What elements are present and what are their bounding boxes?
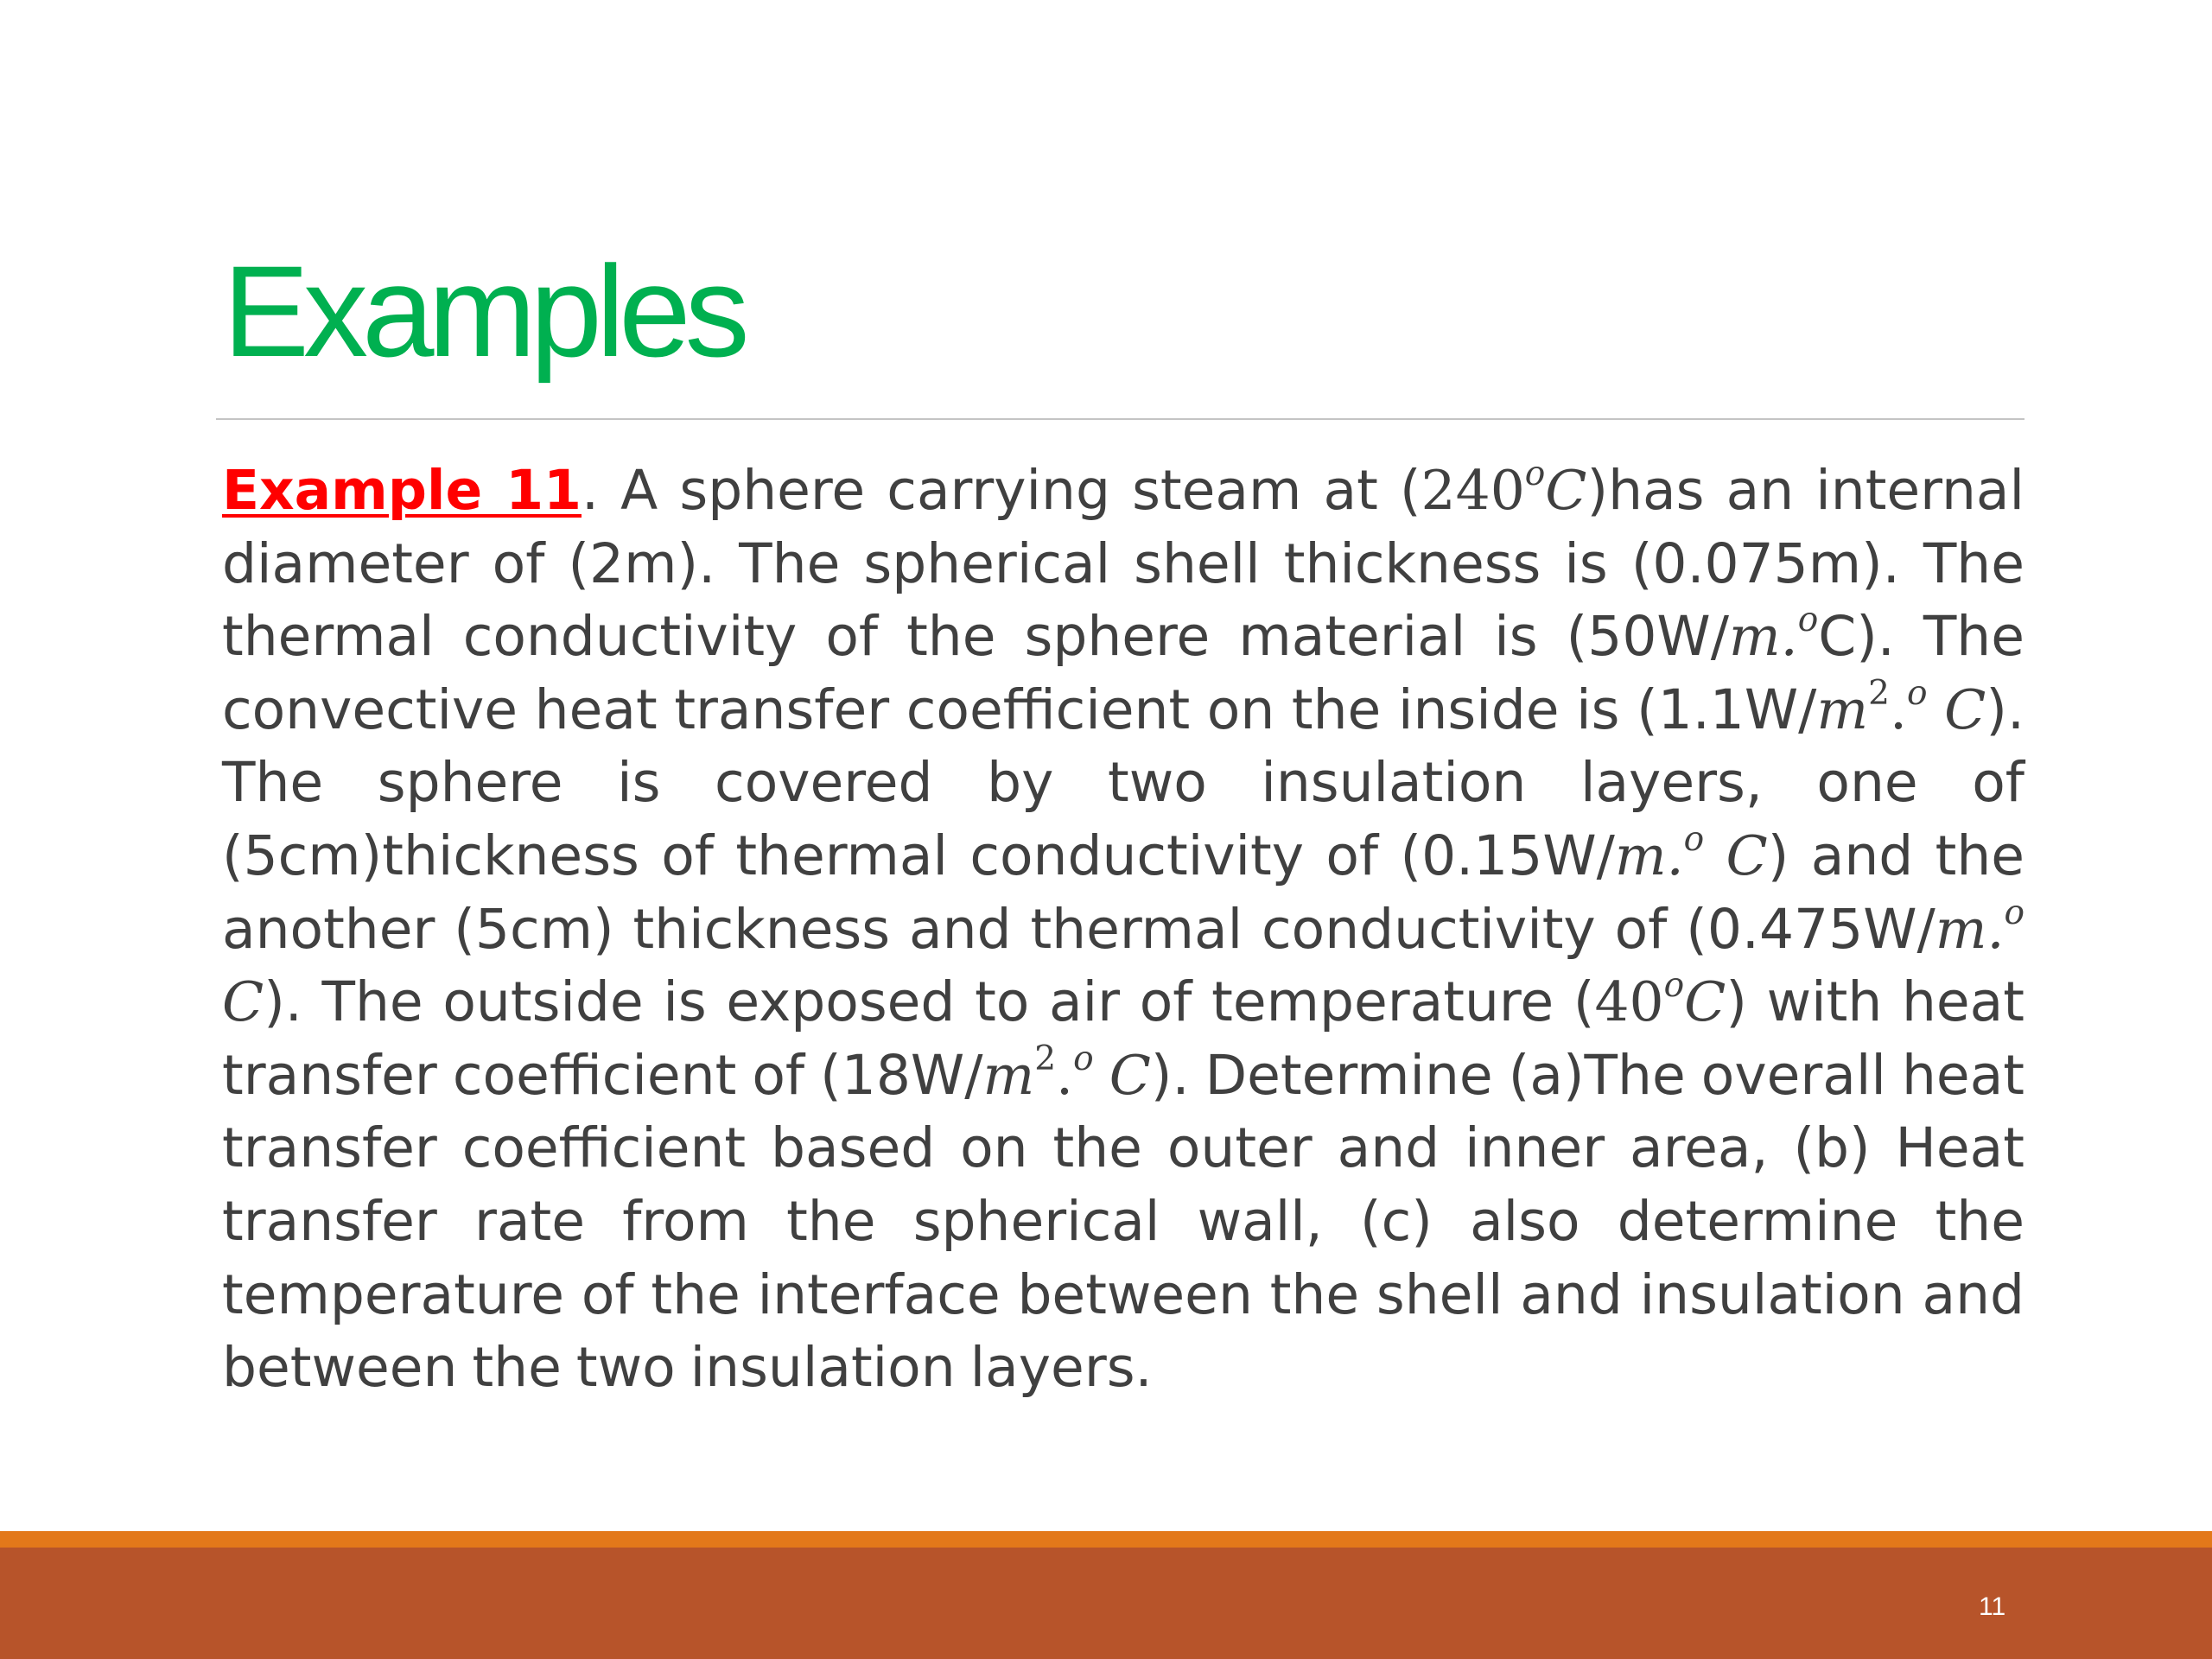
text-run: . A sphere carrying steam at ( [581, 459, 1421, 522]
example-label: Example 11 [222, 459, 582, 522]
text-run: ). Determine (a)The overall heat transfer coefficient based on the outer and inner area, (b) Heat transfer rate from the spherical wall, (c) also determine the temperature of the interface between the shell and insulation and between the two insulation layers. [222, 1043, 2024, 1400]
math-unit-shell: m.$^o$ [1728, 601, 1819, 669]
text-run: C). The convective heat transfer coefficient on the inside is (1.1W/ [222, 605, 2024, 741]
slide-title: Examples [223, 238, 744, 384]
text-run: ) and the another (5cm) thickness and thermal conductivity of (0.475W/ [222, 823, 2025, 961]
title-divider [216, 418, 2024, 420]
math-unit-inside: $m^2.^o$ C [1816, 673, 1986, 741]
text-run: ). The sphere is covered by two insulation layers, one of (5cm)thickness of thermal conductivity of (0.15W/ [222, 677, 2024, 887]
math-air-temp: 40$^o$C [1594, 966, 1726, 1034]
text-run: ). The outside is exposed to air of temperature ( [264, 970, 1595, 1034]
math-unit-outside: $m^2.^o$ C [982, 1039, 1151, 1107]
footer-band [0, 1548, 2212, 1659]
text-run: )has an internal diameter of (2m). The spherical shell thickness is (0.075m). The thermal conductivity of the sphere material is (50W/ [222, 459, 2024, 669]
math-unit-layer2: m.$^o$ C [222, 893, 2024, 1034]
page-number: 11 [1979, 1592, 2006, 1621]
example-paragraph [222, 454, 2024, 1405]
math-steam-temp: 240$^o$C [1421, 454, 1587, 522]
math-unit-layer1: m.$^o$ C [1614, 819, 1768, 887]
footer-accent-stripe [0, 1531, 2212, 1548]
text-run: ) with heat transfer coefficient of (18W/ [222, 970, 2024, 1107]
